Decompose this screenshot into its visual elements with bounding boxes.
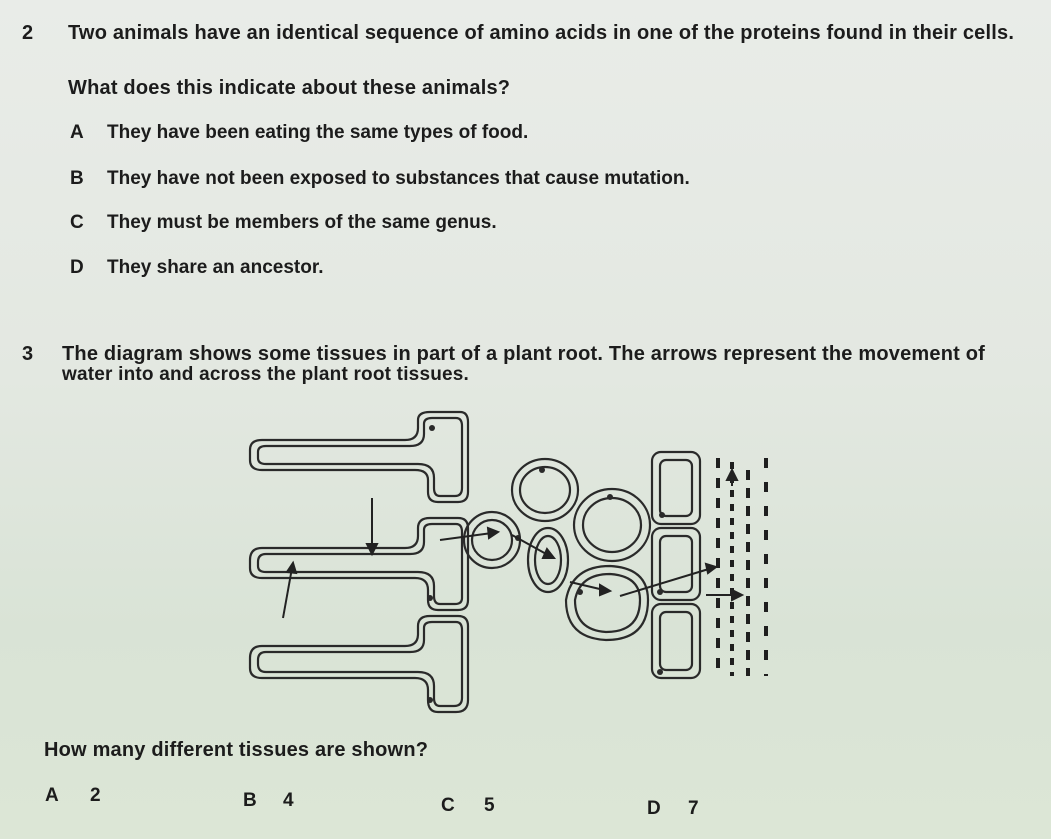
q3-option-a-letter: A: [45, 785, 59, 806]
q3-option-d-letter: D: [647, 798, 661, 819]
question-3-prompt: How many different tissues are shown?: [44, 739, 429, 761]
root-hair-cell-bottom: [250, 616, 468, 712]
q2-option-b-text: They have not been exposed to substances that cause mutation.: [107, 168, 690, 189]
q2-option-d-text: They share an ancestor.: [107, 257, 324, 278]
q3-option-c-letter: C: [441, 795, 455, 816]
q2-option-c-letter: C: [70, 212, 84, 233]
xylem-vessels: [718, 458, 766, 676]
q3-option-b-letter: B: [243, 790, 257, 811]
q2-option-b-letter: B: [70, 168, 84, 189]
q2-option-a-letter: A: [70, 122, 84, 143]
q3-option-a-text: 2: [90, 785, 101, 806]
question-2-stem: Two animals have an identical sequence of amino acids in one of the proteins found in their cells.: [68, 22, 1015, 44]
question-2-prompt: What does this indicate about these animals?: [68, 77, 511, 99]
question-3-stem-line2: water into and across the plant root tissues.: [62, 364, 470, 385]
question-3-stem-line1: The diagram shows some tissues in part of a plant root. The arrows represent the movement of: [62, 343, 986, 365]
root-hair-cell-top: [250, 412, 468, 502]
question-2-number: 2: [22, 22, 34, 44]
question-3-number: 3: [22, 343, 34, 365]
cortex-cells: [464, 459, 650, 640]
q3-option-c-text: 5: [484, 795, 495, 816]
q2-option-a-text: They have been eating the same types of food.: [107, 122, 529, 143]
root-hair-cell-middle: [250, 518, 468, 610]
q3-option-d-text: 7: [688, 798, 699, 819]
q2-option-c-text: They must be members of the same genus.: [107, 212, 497, 233]
q3-option-b-text: 4: [283, 790, 294, 811]
endodermis-cells: [652, 452, 700, 678]
q2-option-d-letter: D: [70, 257, 84, 278]
